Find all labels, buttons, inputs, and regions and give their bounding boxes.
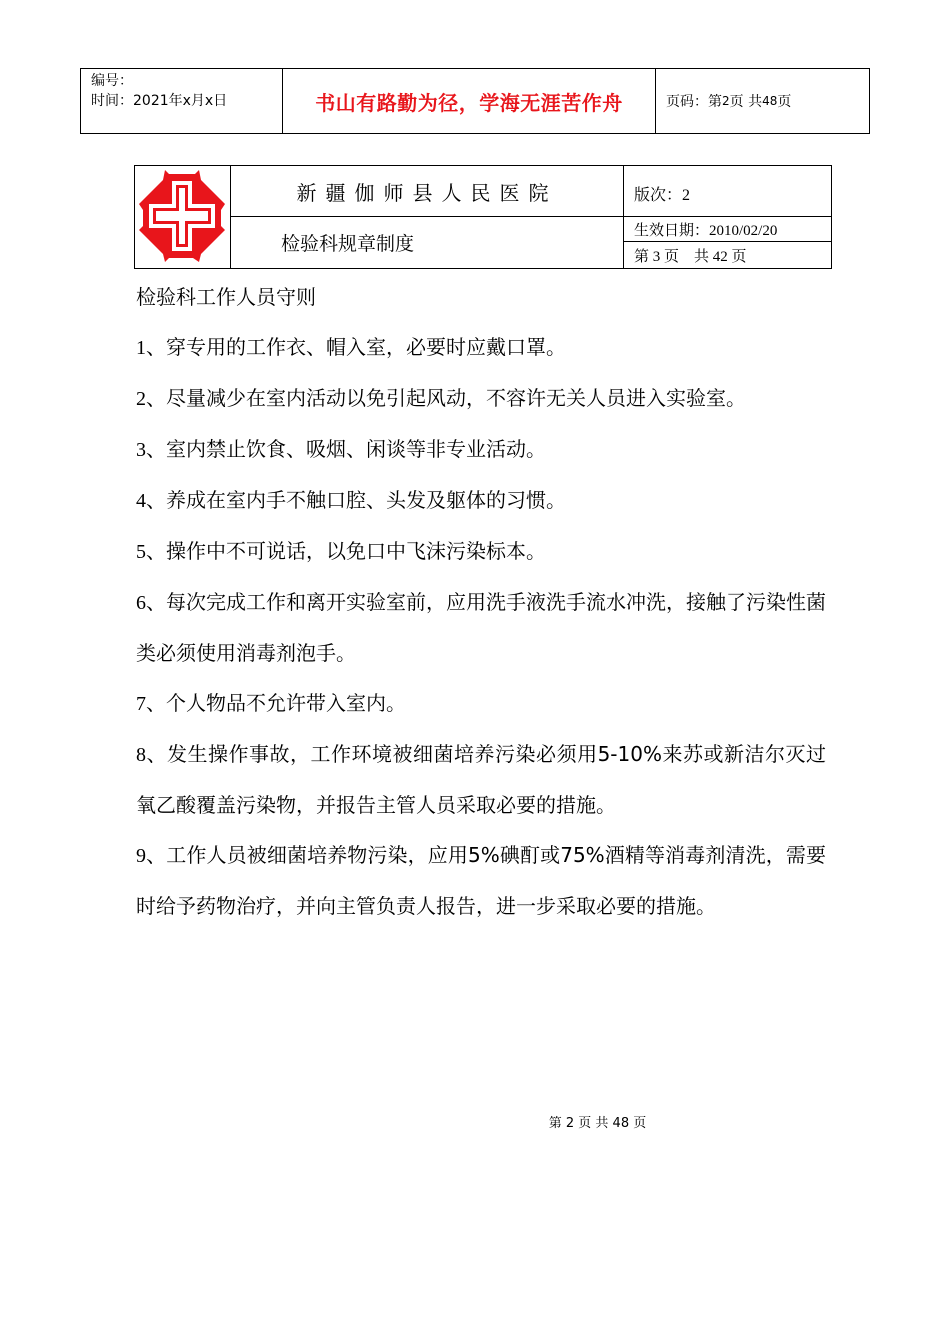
page-current: 2 <box>722 94 730 108</box>
time-label: 时间：2021年x月x日 <box>91 93 228 109</box>
hospital-name: 新疆伽师县人民医院 <box>231 166 624 217</box>
serial-label: 编号： <box>91 73 133 89</box>
rule-item: 5、操作中不可说话，以免口中飞沫污染标本。 <box>136 539 546 563</box>
header-info-cell <box>81 69 283 133</box>
hospital-header-table <box>134 165 832 269</box>
header-table <box>80 68 870 134</box>
red-cross-icon <box>135 166 229 266</box>
rule-item: 9、工作人员被细菌培养物污染，应用5%碘酊或75%酒精等消毒剂清洗，需要时给予药物治疗，并向主管负责人报告，进一步采取必要的措施。 <box>136 843 826 918</box>
rule-item: 2、尽量减少在室内活动以免引起风动，不容许无关人员进入实验室。 <box>136 386 746 410</box>
version-label: 版次：2 <box>624 166 831 217</box>
hospital-page-text: 第 3 页 共 42 页 <box>634 249 747 265</box>
page-mid: 页 共 <box>729 94 763 110</box>
rule-item: 1、穿专用的工作衣、帽入室，必要时应戴口罩。 <box>136 335 566 359</box>
rule-item: 4、养成在室内手不触口腔、头发及躯体的习惯。 <box>136 488 566 512</box>
rule-item: 7、个人物品不允许带入室内。 <box>136 691 406 715</box>
motto: 书山有路勤为径，学海无涯苦作舟 <box>283 69 656 133</box>
hospital-logo <box>135 166 231 268</box>
effective-date: 生效日期：2010/02/20 <box>624 217 831 242</box>
page-footer <box>0 1112 950 1131</box>
document-title: 检验科工作人员守则 <box>136 285 316 309</box>
department-title: 检验科规章制度 <box>231 217 624 268</box>
page-suffix: 页 <box>777 94 792 110</box>
rule-item: 8、发生操作事故，工作环境被细菌培养污染必须用5-10%来苏或新洁尔灭过氧乙酸覆盖污染物，并报告主管人员采取必要的措施。 <box>136 742 826 817</box>
page-prefix: 页码：第 <box>666 94 722 110</box>
rule-item: 3、室内禁止饮食、吸烟、闲谈等非专业活动。 <box>136 437 546 461</box>
header-page-number <box>656 69 869 133</box>
footer-page-number: 第 2 页 共 48 页 <box>548 1116 647 1131</box>
document-body <box>136 272 826 931</box>
rule-item: 6、每次完成工作和离开实验室前，应用洗手液洗手流水冲洗，接触了污染性菌类必须使用消毒剂泡手。 <box>136 590 826 665</box>
page-total: 48 <box>762 94 778 108</box>
hospital-page-info <box>624 242 831 268</box>
